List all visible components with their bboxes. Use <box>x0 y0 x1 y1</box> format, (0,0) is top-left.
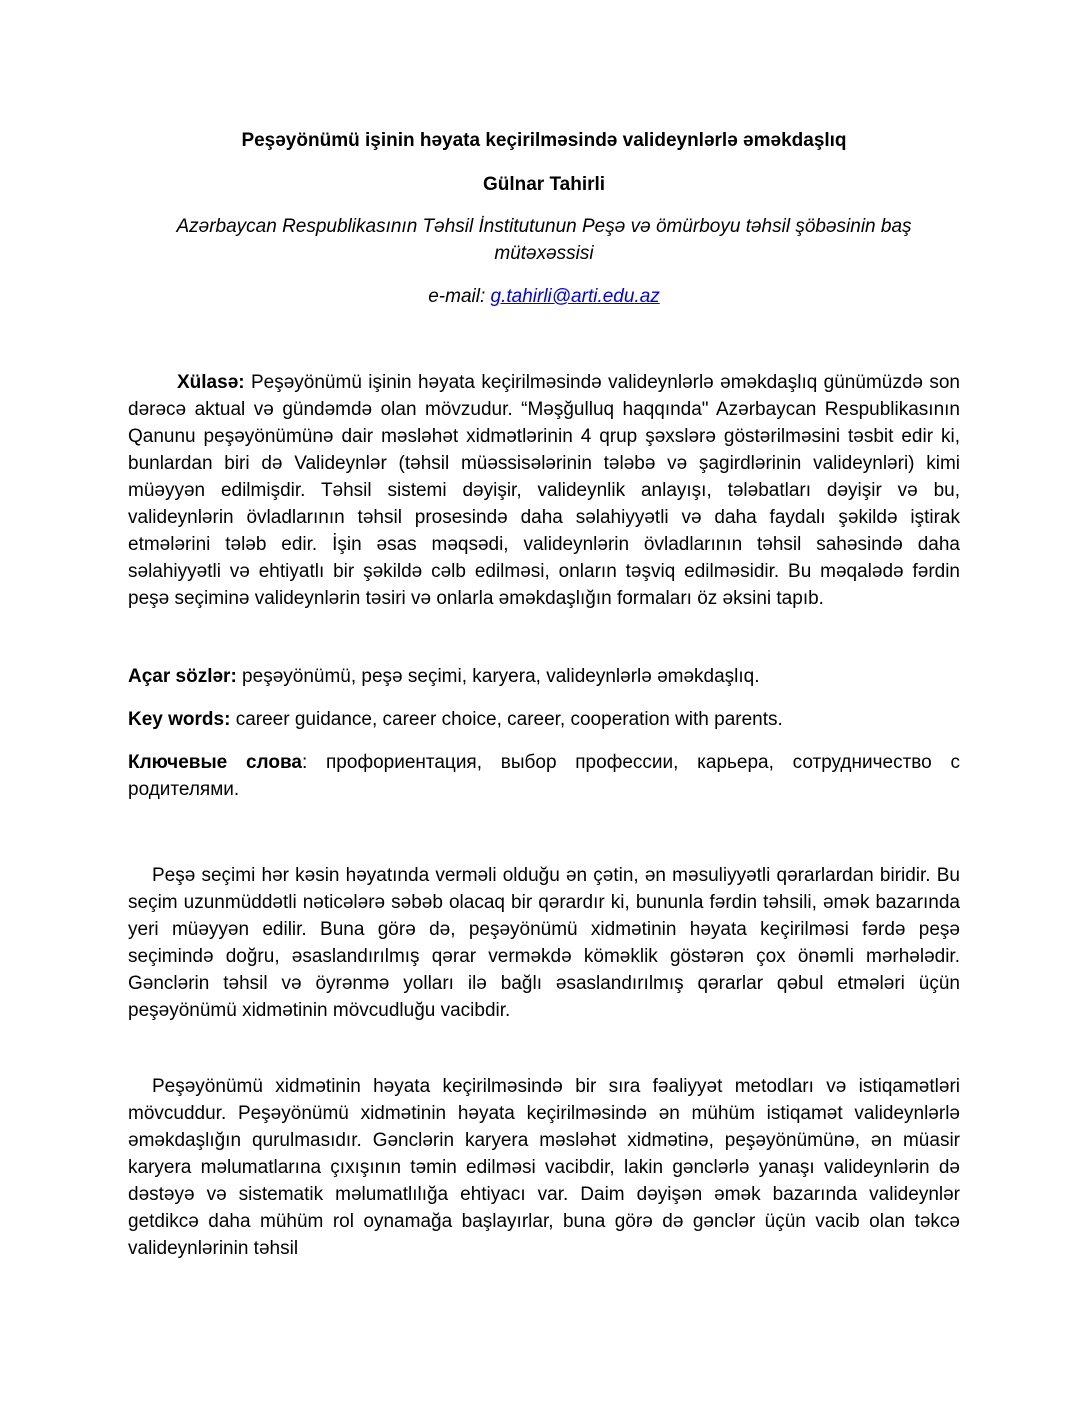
keywords-en <box>128 706 960 733</box>
affiliation-text: Azərbaycan Respublikasının Təhsil İnstitutunun Peşə və ömürboyu təhsil şöbəsinin baş mütəxəssisi <box>176 216 912 264</box>
keywords-az <box>128 663 960 690</box>
paper-title: Peşəyönümü işinin həyata keçirilməsində valideynlərlə əməkdaşlıq <box>241 130 847 151</box>
email-link[interactable]: g.tahirli@arti.edu.az <box>490 286 660 307</box>
email-line <box>128 284 960 310</box>
abstract-paragraph <box>128 369 960 612</box>
author-affiliation <box>128 213 960 267</box>
author-name: Gülnar Tahirli <box>482 174 606 195</box>
keywords-ru-text: : профориентация, выбор профессии, карьера, сотрудничество с родителями. <box>128 752 960 800</box>
keywords-ru <box>128 749 960 803</box>
keywords-ru-label: Ключевые слова <box>128 752 302 773</box>
keywords-en-text: career guidance, career choice, career, cooperation with parents. <box>230 709 783 730</box>
keywords-en-label: Key words: <box>128 709 231 730</box>
body-paragraph-2: Peşəyönümü xidmətinin həyata keçirilməsində bir sıra fəaliyyət metodları və istiqamətləri mövcuddur. Peşəyönümü xidmətinin həyata keçirilməsində ən mühüm istiqamət valideynlərlə əməkdaşlığın qurulmasıdır. Gənclərin karyera məsləhət xidmətinə, peşəyönümünə, ən müasir karyera məlumatlarına çıxışının təmin edilməsi vacibdir, lakin gənclərlə yanaşı valideynlərin də dəstəyə və sistematik məlumatlılığa ehtiyacı var. Daim dəyişən əmək bazarında valideynlər getdikcə daha mühüm rol oynamağa başlayırlar, buna görə də gənclər üçün vacib olan təkcə valideynlərinin təhsil <box>128 1076 960 1259</box>
email-label: e-mail: <box>428 286 491 307</box>
abstract-label: Xülasə: <box>177 372 245 393</box>
body-paragraph-1: Peşə seçimi hər kəsin həyatında verməli olduğu ən çətin, ən məsuliyyətli qərarlardan biridir. Bu seçim uzunmüddətli nəticələrə səbəb olacaq bir qərardır ki, bununla fərdin təhsili, əmək bazarında yeri müəyyən edilir. Buna görə də, peşəyönümü xidmətinin həyata keçirilməsi fərdə peşə seçimində doğru, əsaslandırılmış qərar verməkdə köməklik göstərən çox önəmli mərhələdir. Gənclərin təhsil və öyrənmə yolları ilə bağlı əsaslandırılmış qərarlar qəbul etmələri üçün peşəyönümü xidmətinin mövcudluğu vacibdir. <box>128 865 960 1021</box>
abstract-text: Peşəyönümü işinin həyata keçirilməsində valideynlərlə əməkdaşlıq günümüzdə son dərəcə aktual və gündəmdə olan mövzudur. “Məşğulluq haqqında" Azərbaycan Respublikasının Qanunu peşəyönümünə dair məsləhət xidmətlərinin 4 qrup şəxslərə göstərilməsini təsbit edir ki, bunlardan biri də Valideynlər (təhsil müəssisələrinin tələbə və şagirdlərinin valideynləri) kimi müəyyən edilmişdir. Təhsil sistemi dəyişir, valideynlik anlayışı, tələbatları dəyişir və bu, valideynlərin övladlarının təhsil prosesində daha səlahiyyətli və daha faydalı şəkildə iştirak etmələrini tələb edir. İşin əsas məqsədi, valideynlərin övladlarının təhsil sahəsində daha səlahiyyətli və ehtiyatlı bir şəkildə cəlb edilməsi, onların təşviq edilməsidir. Bu məqalədə fərdin peşə seçiminə valideynlərin təsiri və onlarla əməkdaşlığın formaları öz əksini tapıb. <box>128 372 960 609</box>
keywords-az-label: Açar sözlər: <box>128 666 237 687</box>
keywords-az-text: peşəyönümü, peşə seçimi, karyera, valideynlərlə əməkdaşlıq. <box>236 666 760 687</box>
